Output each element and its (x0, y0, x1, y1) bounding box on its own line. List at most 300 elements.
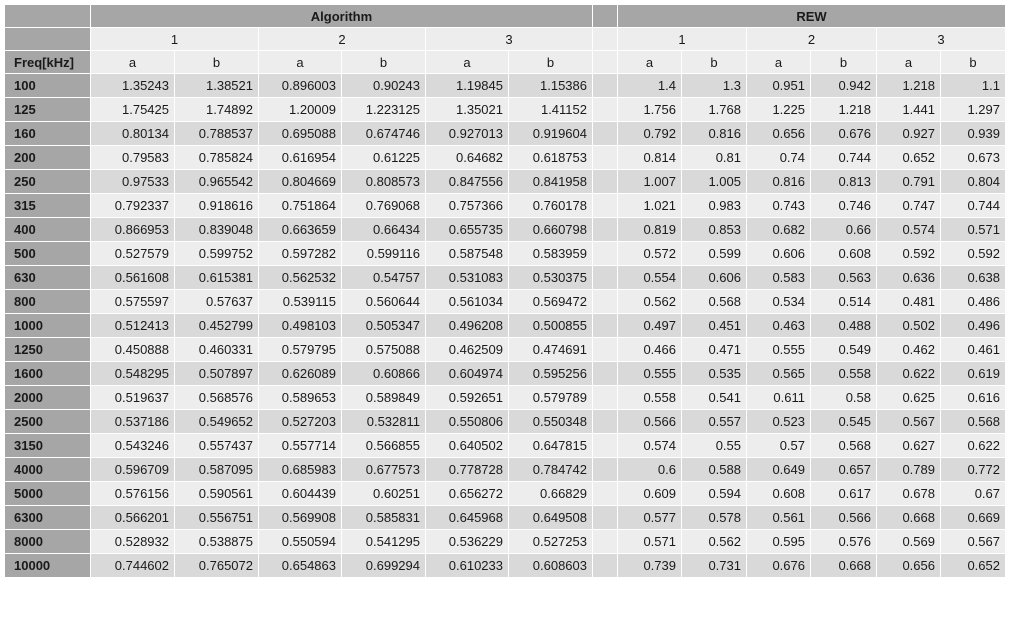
algorithm-value-cell: 0.61225 (342, 146, 426, 170)
algorithm-value-cell: 0.589849 (342, 386, 426, 410)
freq-cell: 630 (5, 266, 91, 290)
rew-value-cell: 1.225 (747, 98, 811, 122)
rew-set-3-header: 3 (877, 28, 1006, 51)
algorithm-value-cell: 0.647815 (509, 434, 593, 458)
rew-value-cell: 0.622 (877, 362, 941, 386)
rew-value-cell: 0.819 (618, 218, 682, 242)
algorithm-value-cell: 0.527253 (509, 530, 593, 554)
rew-value-cell: 0.669 (941, 506, 1006, 530)
rew-value-cell: 1.005 (682, 170, 747, 194)
rew-value-cell: 0.816 (747, 170, 811, 194)
sub-header-a: a (747, 51, 811, 74)
algorithm-value-cell: 0.561034 (426, 290, 509, 314)
gap-cell (593, 554, 618, 578)
rew-value-cell: 0.625 (877, 386, 941, 410)
rew-value-cell: 1.4 (618, 74, 682, 98)
rew-value-cell: 0.656 (747, 122, 811, 146)
algorithm-value-cell: 0.604439 (259, 482, 342, 506)
table-row (5, 362, 1006, 386)
rew-value-cell: 0.563 (811, 266, 877, 290)
algorithm-value-cell: 0.569908 (259, 506, 342, 530)
rew-value-cell: 0.813 (811, 170, 877, 194)
algorithm-value-cell: 0.550594 (259, 530, 342, 554)
algorithm-value-cell: 0.599752 (175, 242, 259, 266)
rew-value-cell: 0.747 (877, 194, 941, 218)
algorithm-value-cell: 0.927013 (426, 122, 509, 146)
algorithm-value-cell: 1.74892 (175, 98, 259, 122)
gap-cell (593, 194, 618, 218)
algorithm-value-cell: 0.562532 (259, 266, 342, 290)
group-header-algorithm: Algorithm (91, 5, 593, 28)
algorithm-value-cell: 0.608603 (509, 554, 593, 578)
results-table (4, 4, 1006, 578)
algorithm-value-cell: 0.537186 (91, 410, 175, 434)
rew-value-cell: 0.606 (747, 242, 811, 266)
freq-cell: 1000 (5, 314, 91, 338)
table-row (5, 98, 1006, 122)
algorithm-value-cell: 0.587548 (426, 242, 509, 266)
table-body (5, 74, 1006, 578)
algorithm-value-cell: 0.474691 (509, 338, 593, 362)
rew-value-cell: 0.466 (618, 338, 682, 362)
algorithm-value-cell: 0.784742 (509, 458, 593, 482)
algorithm-value-cell: 0.60251 (342, 482, 426, 506)
rew-value-cell: 0.549 (811, 338, 877, 362)
algorithm-value-cell: 0.507897 (175, 362, 259, 386)
freq-cell: 8000 (5, 530, 91, 554)
algorithm-value-cell: 0.460331 (175, 338, 259, 362)
table-row (5, 242, 1006, 266)
table-row (5, 530, 1006, 554)
algorithm-value-cell: 0.538875 (175, 530, 259, 554)
rew-value-cell: 0.744 (811, 146, 877, 170)
table-row (5, 434, 1006, 458)
rew-value-cell: 0.471 (682, 338, 747, 362)
rew-value-cell: 1.007 (618, 170, 682, 194)
rew-value-cell: 0.81 (682, 146, 747, 170)
rew-value-cell: 0.739 (618, 554, 682, 578)
rew-value-cell: 0.571 (618, 530, 682, 554)
gap-cell (593, 51, 618, 74)
sub-header-b: b (682, 51, 747, 74)
sub-header-b: b (941, 51, 1006, 74)
freq-cell: 10000 (5, 554, 91, 578)
rew-value-cell: 0.566 (811, 506, 877, 530)
rew-value-cell: 0.636 (877, 266, 941, 290)
rew-value-cell: 0.481 (877, 290, 941, 314)
rew-value-cell: 0.566 (618, 410, 682, 434)
algorithm-value-cell: 0.519637 (91, 386, 175, 410)
rew-value-cell: 1.021 (618, 194, 682, 218)
algorithm-value-cell: 0.595256 (509, 362, 593, 386)
algorithm-value-cell: 0.765072 (175, 554, 259, 578)
algorithm-value-cell: 0.66434 (342, 218, 426, 242)
rew-value-cell: 0.791 (877, 170, 941, 194)
algorithm-value-cell: 0.512413 (91, 314, 175, 338)
algorithm-value-cell: 0.760178 (509, 194, 593, 218)
gap-cell (593, 386, 618, 410)
rew-value-cell: 0.789 (877, 458, 941, 482)
rew-value-cell: 0.535 (682, 362, 747, 386)
rew-value-cell: 0.668 (811, 554, 877, 578)
algorithm-value-cell: 0.663659 (259, 218, 342, 242)
rew-value-cell: 0.541 (682, 386, 747, 410)
rew-value-cell: 0.927 (877, 122, 941, 146)
rew-value-cell: 0.567 (941, 530, 1006, 554)
algorithm-value-cell: 0.587095 (175, 458, 259, 482)
gap-cell (593, 242, 618, 266)
algorithm-value-cell: 0.788537 (175, 122, 259, 146)
rew-value-cell: 0.583 (747, 266, 811, 290)
rew-value-cell: 1.297 (941, 98, 1006, 122)
gap-cell (593, 170, 618, 194)
sub-header-b: b (509, 51, 593, 74)
rew-value-cell: 0.983 (682, 194, 747, 218)
rew-value-cell: 0.668 (877, 506, 941, 530)
rew-set-2-header: 2 (747, 28, 877, 51)
gap-cell (593, 266, 618, 290)
algorithm-value-cell: 0.847556 (426, 170, 509, 194)
algorithm-value-cell: 0.557714 (259, 434, 342, 458)
algorithm-value-cell: 0.462509 (426, 338, 509, 362)
algorithm-value-cell: 0.541295 (342, 530, 426, 554)
rew-value-cell: 0.67 (941, 482, 1006, 506)
rew-value-cell: 0.853 (682, 218, 747, 242)
sub-header-a: a (618, 51, 682, 74)
algorithm-value-cell: 1.75425 (91, 98, 175, 122)
rew-value-cell: 0.656 (877, 554, 941, 578)
algorithm-value-cell: 0.579789 (509, 386, 593, 410)
rew-value-cell: 1.441 (877, 98, 941, 122)
algorithm-value-cell: 0.660798 (509, 218, 593, 242)
algorithm-value-cell: 0.645968 (426, 506, 509, 530)
algorithm-value-cell: 0.557437 (175, 434, 259, 458)
table-row (5, 554, 1006, 578)
rew-value-cell: 0.569 (877, 530, 941, 554)
freq-cell: 4000 (5, 458, 91, 482)
gap-cell (593, 482, 618, 506)
rew-value-cell: 0.744 (941, 194, 1006, 218)
algorithm-value-cell: 0.778728 (426, 458, 509, 482)
algorithm-value-cell: 0.556751 (175, 506, 259, 530)
algorithm-value-cell: 0.804669 (259, 170, 342, 194)
corner-cell (5, 5, 91, 28)
corner-cell (5, 28, 91, 51)
rew-value-cell: 0.746 (811, 194, 877, 218)
gap-cell (593, 458, 618, 482)
rew-value-cell: 1.218 (811, 98, 877, 122)
rew-value-cell: 0.617 (811, 482, 877, 506)
algorithm-value-cell: 0.561608 (91, 266, 175, 290)
rew-value-cell: 0.561 (747, 506, 811, 530)
algorithm-value-cell: 0.744602 (91, 554, 175, 578)
rew-value-cell: 0.545 (811, 410, 877, 434)
rew-value-cell: 0.567 (877, 410, 941, 434)
algorithm-value-cell: 0.699294 (342, 554, 426, 578)
table-row (5, 122, 1006, 146)
freq-cell: 3150 (5, 434, 91, 458)
rew-value-cell: 0.576 (811, 530, 877, 554)
rew-value-cell: 0.772 (941, 458, 1006, 482)
gap-cell (593, 5, 618, 28)
algorithm-value-cell: 0.585831 (342, 506, 426, 530)
freq-cell: 6300 (5, 506, 91, 530)
rew-value-cell: 0.652 (877, 146, 941, 170)
alg-set-2-header: 2 (259, 28, 426, 51)
algorithm-value-cell: 0.452799 (175, 314, 259, 338)
freq-cell: 125 (5, 98, 91, 122)
algorithm-value-cell: 0.965542 (175, 170, 259, 194)
gap-cell (593, 506, 618, 530)
freq-cell: 5000 (5, 482, 91, 506)
rew-value-cell: 0.486 (941, 290, 1006, 314)
rew-value-cell: 0.451 (682, 314, 747, 338)
alg-set-1-header: 1 (91, 28, 259, 51)
algorithm-value-cell: 0.543246 (91, 434, 175, 458)
group-header-rew: REW (618, 5, 1006, 28)
rew-value-cell: 1.1 (941, 74, 1006, 98)
algorithm-value-cell: 0.616954 (259, 146, 342, 170)
rew-value-cell: 0.578 (682, 506, 747, 530)
algorithm-value-cell: 0.589653 (259, 386, 342, 410)
gap-cell (593, 98, 618, 122)
rew-value-cell: 0.568 (811, 434, 877, 458)
rew-value-cell: 0.568 (682, 290, 747, 314)
freq-cell: 250 (5, 170, 91, 194)
rew-value-cell: 0.627 (877, 434, 941, 458)
freq-cell: 160 (5, 122, 91, 146)
gap-cell (593, 74, 618, 98)
freq-cell: 100 (5, 74, 91, 98)
rew-value-cell: 0.488 (811, 314, 877, 338)
algorithm-value-cell: 0.97533 (91, 170, 175, 194)
algorithm-value-cell: 0.64682 (426, 146, 509, 170)
algorithm-value-cell: 0.769068 (342, 194, 426, 218)
rew-value-cell: 0.652 (941, 554, 1006, 578)
algorithm-value-cell: 1.19845 (426, 74, 509, 98)
algorithm-value-cell: 0.498103 (259, 314, 342, 338)
algorithm-value-cell: 0.583959 (509, 242, 593, 266)
rew-value-cell: 0.58 (811, 386, 877, 410)
table-row (5, 338, 1006, 362)
gap-cell (593, 290, 618, 314)
sub-header-b: b (175, 51, 259, 74)
rew-value-cell: 0.57 (747, 434, 811, 458)
algorithm-value-cell: 0.549652 (175, 410, 259, 434)
algorithm-value-cell: 0.536229 (426, 530, 509, 554)
algorithm-value-cell: 0.548295 (91, 362, 175, 386)
algorithm-value-cell: 0.649508 (509, 506, 593, 530)
rew-value-cell: 1.768 (682, 98, 747, 122)
rew-value-cell: 0.555 (618, 362, 682, 386)
algorithm-value-cell: 0.550348 (509, 410, 593, 434)
rew-value-cell: 0.942 (811, 74, 877, 98)
rew-value-cell: 0.638 (941, 266, 1006, 290)
rew-value-cell: 0.595 (747, 530, 811, 554)
rew-value-cell: 0.588 (682, 458, 747, 482)
algorithm-value-cell: 0.674746 (342, 122, 426, 146)
rew-value-cell: 0.557 (682, 410, 747, 434)
algorithm-value-cell: 0.592651 (426, 386, 509, 410)
algorithm-value-cell: 1.41152 (509, 98, 593, 122)
algorithm-value-cell: 0.808573 (342, 170, 426, 194)
rew-value-cell: 0.649 (747, 458, 811, 482)
rew-set-1-header: 1 (618, 28, 747, 51)
algorithm-value-cell: 0.597282 (259, 242, 342, 266)
rew-value-cell: 0.66 (811, 218, 877, 242)
rew-value-cell: 0.463 (747, 314, 811, 338)
table-row (5, 146, 1006, 170)
rew-value-cell: 0.676 (811, 122, 877, 146)
table-row (5, 410, 1006, 434)
algorithm-value-cell: 0.532811 (342, 410, 426, 434)
rew-value-cell: 0.599 (682, 242, 747, 266)
algorithm-value-cell: 0.599116 (342, 242, 426, 266)
algorithm-value-cell: 0.57637 (175, 290, 259, 314)
rew-value-cell: 0.816 (682, 122, 747, 146)
algorithm-value-cell: 0.685983 (259, 458, 342, 482)
rew-value-cell: 0.743 (747, 194, 811, 218)
algorithm-value-cell: 0.626089 (259, 362, 342, 386)
rew-value-cell: 0.523 (747, 410, 811, 434)
rew-value-cell: 0.554 (618, 266, 682, 290)
freq-cell: 315 (5, 194, 91, 218)
rew-value-cell: 0.608 (747, 482, 811, 506)
algorithm-value-cell: 0.918616 (175, 194, 259, 218)
table-row (5, 266, 1006, 290)
algorithm-value-cell: 0.866953 (91, 218, 175, 242)
algorithm-value-cell: 1.20009 (259, 98, 342, 122)
algorithm-value-cell: 0.792337 (91, 194, 175, 218)
rew-value-cell: 0.577 (618, 506, 682, 530)
gap-cell (593, 338, 618, 362)
algorithm-value-cell: 0.527203 (259, 410, 342, 434)
rew-value-cell: 0.592 (941, 242, 1006, 266)
rew-value-cell: 0.673 (941, 146, 1006, 170)
freq-cell: 400 (5, 218, 91, 242)
gap-cell (593, 218, 618, 242)
algorithm-value-cell: 0.500855 (509, 314, 593, 338)
algorithm-value-cell: 0.604974 (426, 362, 509, 386)
sub-header-a: a (426, 51, 509, 74)
rew-value-cell: 0.592 (877, 242, 941, 266)
algorithm-value-cell: 0.579795 (259, 338, 342, 362)
rew-value-cell: 0.555 (747, 338, 811, 362)
rew-value-cell: 0.682 (747, 218, 811, 242)
sub-header-a: a (877, 51, 941, 74)
rew-value-cell: 0.622 (941, 434, 1006, 458)
algorithm-value-cell: 0.757366 (426, 194, 509, 218)
algorithm-value-cell: 0.654863 (259, 554, 342, 578)
rew-value-cell: 0.55 (682, 434, 747, 458)
algorithm-value-cell: 0.566201 (91, 506, 175, 530)
algorithm-value-cell: 0.695088 (259, 122, 342, 146)
rew-value-cell: 0.951 (747, 74, 811, 98)
algorithm-value-cell: 0.841958 (509, 170, 593, 194)
rew-value-cell: 0.657 (811, 458, 877, 482)
freq-cell: 1250 (5, 338, 91, 362)
sub-header-a: a (91, 51, 175, 74)
algorithm-value-cell: 1.223125 (342, 98, 426, 122)
algorithm-value-cell: 0.656272 (426, 482, 509, 506)
freq-column-header: Freq[kHz] (5, 51, 91, 74)
table-row (5, 458, 1006, 482)
algorithm-value-cell: 0.550806 (426, 410, 509, 434)
rew-value-cell: 0.611 (747, 386, 811, 410)
rew-value-cell: 0.792 (618, 122, 682, 146)
algorithm-value-cell: 0.919604 (509, 122, 593, 146)
freq-cell: 2000 (5, 386, 91, 410)
algorithm-value-cell: 0.575088 (342, 338, 426, 362)
algorithm-value-cell: 0.576156 (91, 482, 175, 506)
table-row (5, 194, 1006, 218)
freq-cell: 200 (5, 146, 91, 170)
algorithm-value-cell: 0.79583 (91, 146, 175, 170)
freq-cell: 800 (5, 290, 91, 314)
algorithm-value-cell: 1.38521 (175, 74, 259, 98)
gap-cell (593, 434, 618, 458)
table-row (5, 386, 1006, 410)
table-row (5, 170, 1006, 194)
rew-value-cell: 0.616 (941, 386, 1006, 410)
freq-cell: 1600 (5, 362, 91, 386)
rew-value-cell: 0.608 (811, 242, 877, 266)
rew-value-cell: 0.558 (618, 386, 682, 410)
algorithm-value-cell: 0.610233 (426, 554, 509, 578)
algorithm-value-cell: 0.751864 (259, 194, 342, 218)
algorithm-value-cell: 0.618753 (509, 146, 593, 170)
algorithm-value-cell: 1.35243 (91, 74, 175, 98)
algorithm-value-cell: 0.54757 (342, 266, 426, 290)
algorithm-value-cell: 0.505347 (342, 314, 426, 338)
rew-value-cell: 0.731 (682, 554, 747, 578)
rew-value-cell: 0.939 (941, 122, 1006, 146)
alg-set-3-header: 3 (426, 28, 593, 51)
table-row (5, 314, 1006, 338)
rew-value-cell: 1.756 (618, 98, 682, 122)
sub-header-b: b (342, 51, 426, 74)
algorithm-value-cell: 0.531083 (426, 266, 509, 290)
rew-value-cell: 0.496 (941, 314, 1006, 338)
algorithm-value-cell: 0.60866 (342, 362, 426, 386)
algorithm-value-cell: 0.528932 (91, 530, 175, 554)
table-row (5, 290, 1006, 314)
rew-value-cell: 0.574 (618, 434, 682, 458)
rew-value-cell: 0.534 (747, 290, 811, 314)
rew-value-cell: 0.565 (747, 362, 811, 386)
algorithm-value-cell: 1.35021 (426, 98, 509, 122)
rew-value-cell: 0.568 (941, 410, 1006, 434)
rew-value-cell: 0.572 (618, 242, 682, 266)
rew-value-cell: 0.571 (941, 218, 1006, 242)
algorithm-value-cell: 0.677573 (342, 458, 426, 482)
rew-value-cell: 0.804 (941, 170, 1006, 194)
gap-cell (593, 530, 618, 554)
rew-value-cell: 0.462 (877, 338, 941, 362)
algorithm-value-cell: 0.655735 (426, 218, 509, 242)
rew-value-cell: 0.606 (682, 266, 747, 290)
rew-value-cell: 0.514 (811, 290, 877, 314)
algorithm-value-cell: 0.539115 (259, 290, 342, 314)
freq-cell: 2500 (5, 410, 91, 434)
algorithm-value-cell: 0.496208 (426, 314, 509, 338)
rew-value-cell: 1.218 (877, 74, 941, 98)
rew-value-cell: 0.814 (618, 146, 682, 170)
algorithm-value-cell: 1.15386 (509, 74, 593, 98)
table-row (5, 506, 1006, 530)
gap-cell (593, 410, 618, 434)
rew-value-cell: 0.6 (618, 458, 682, 482)
